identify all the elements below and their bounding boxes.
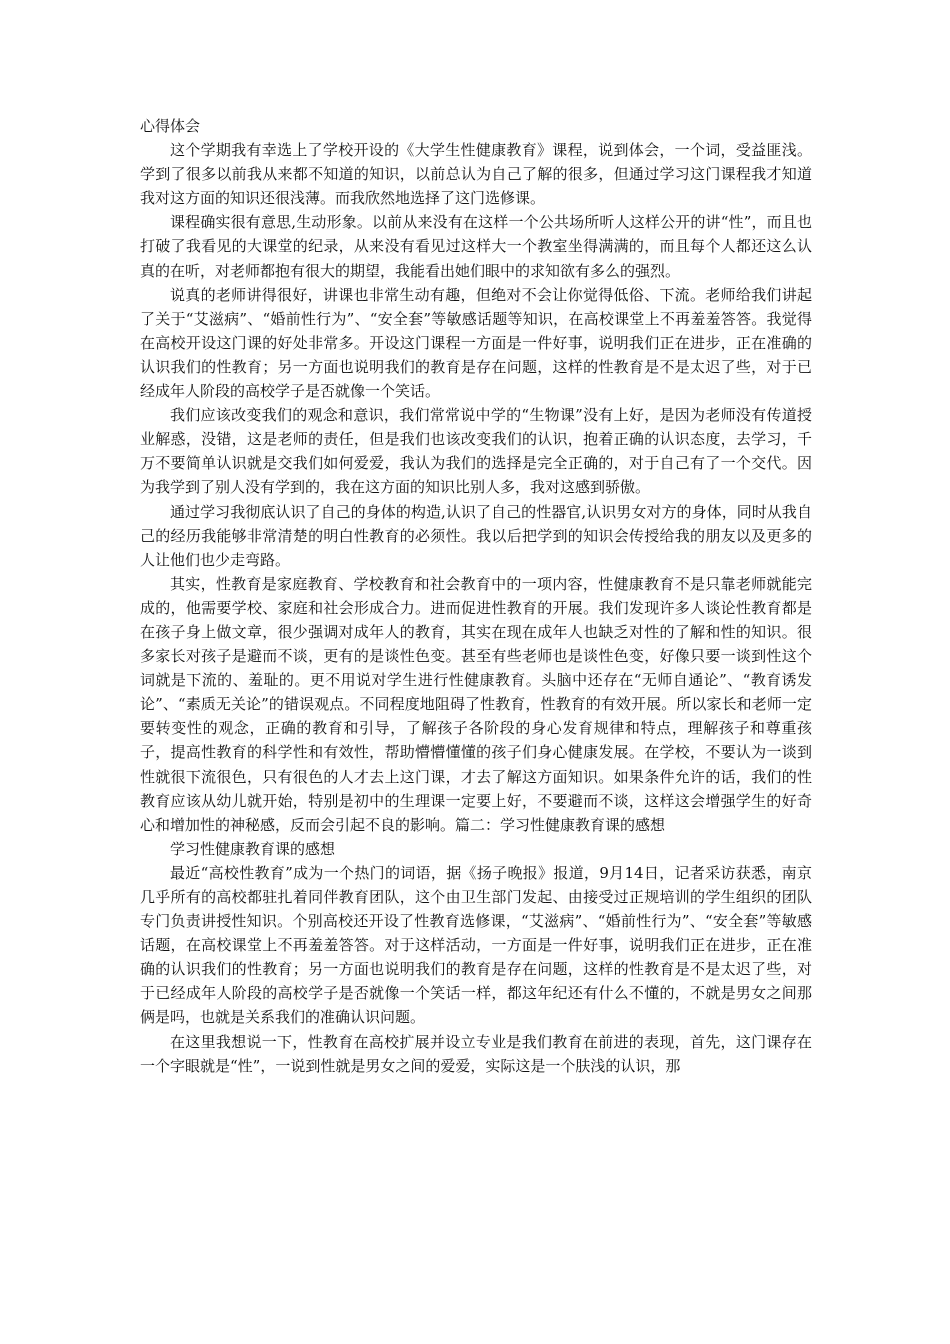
paragraph: 通过学习我彻底认识了自己的身体的构造,认识了自己的性器官,认识男女对方的身体，同时从我自己的经历我能够非常清楚的明白性教育的必须性。我以后把学到的知识会传授给我的朋友以及更多的人让他们也少走弯路。 bbox=[140, 502, 812, 569]
document-body bbox=[140, 114, 812, 1078]
paragraph: 课程确实很有意思,生动形象。以前从来没有在这样一个公共场所听人这样公开的讲“性”，而且也打破了我看见的大课堂的纪录，从来没有看见过这样大一个教室坐得满满的，而且每个人都还这么认真的在听，对老师都抱有很大的期望，我能看出她们眼中的求知欲有多么的强烈。 bbox=[140, 213, 812, 280]
section-heading: 学习性健康教育课的感想 bbox=[170, 839, 336, 858]
paragraph: 说真的老师讲得很好，讲课也非常生动有趣，但绝对不会让你觉得低俗、下流。老师给我们讲起了关于“艾滋病”、“婚前性行为”、“安全套”等敏感话题等知识，在高校课堂上不再羞羞答答。我觉得在高校开设这门课的好处非常多。开设这门课程一方面是一件好事，说明我们正在进步，正在准确的认识我们的性教育；另一方面也说明我们的教育是存在问题，这样的性教育是不是太迟了些，对于已经成年人阶段的高校学子是否就像一个笑话。 bbox=[140, 285, 812, 401]
paragraph: 其实，性教育是家庭教育、学校教育和社会教育中的一项内容，性健康教育不是只靠老师就能完成的，他需要学校、家庭和社会形成合力。进而促进性教育的开展。我们发现许多人谈论性教育都是在孩子身上做文章，很少强调对成年人的教育，其实在现在成年人也缺乏对性的了解和性的知识。很多家长对孩子是避而不谈，更有的是谈性色变。甚至有些老师也是谈性色变，好像只要一谈到性这个词就是下流的、羞耻的。更不用说对学生进行性健康教育。头脑中还存在“无师自通论”、“教育诱发论”、“素质无关论”的错误观点。不同程度地阻碍了性教育，性教育的有效开展。所以家长和老师一定要转变性的观念，正确的教育和引导，了解孩子各阶段的身心发育规律和特点，理解孩子和尊重孩子，提高性教育的科学性和有效性，帮助懵懵懂懂的孩子们身心健康发展。在学校，不要认为一谈到性就很下流很色，只有很色的人才去上这门课，才去了解这方面知识。如果条件允许的话，我们的性教育应该从幼儿就开始，特别是初中的生理课一定要上好，不要避而不谈，这样这会增强学生的好奇心和增加性的神秘感，反而会引起不良的影响。篇二：学习性健康教育课的感想 bbox=[140, 574, 812, 834]
paragraph: 最近“高校性教育”成为一个热门的词语，据《扬子晚报》报道，9月14日，记者采访获悉，南京几乎所有的高校都驻扎着同伴教育团队，这个由卫生部门发起、由接受过正规培训的学生组织的团队专门负责讲授性知识。个别高校还开设了性教育选修课，“艾滋病”、“婚前性行为”、“安全套”等敏感话题，在高校课堂上不再羞羞答答。对于这样活动，一方面是一件好事，说明我们正在进步，正在准确的认识我们的性教育；另一方面也说明我们的教育是存在问题，这样的性教育是不是太迟了些，对于已经成年人阶段的高校学子是否就像一个笑话一样，都这年纪还有什么不懂的，不就是男女之间那俩是吗，也就是关系我们的准确认识问题。 bbox=[140, 863, 812, 1027]
document-title: 心得体会 bbox=[140, 117, 201, 135]
paragraph: 在这里我想说一下，性教育在高校扩展并设立专业是我们教育在前进的表现，首先，这门课存在一个字眼就是“性”，一说到性就是男女之间的爱爱，实际这是一个肤浅的认识，那 bbox=[140, 1032, 812, 1075]
paragraph: 这个学期我有幸选上了学校开设的《大学生性健康教育》课程，说到体会，一个词，受益匪浅。学到了很多以前我从来都不知道的知识，以前总认为自己了解的很多，但通过学习这门课程我才知道我对这方面的知识还很浅薄。而我欣然地选择了这门选修课。 bbox=[140, 141, 812, 208]
paragraph: 我们应该改变我们的观念和意识，我们常常说中学的“生物课”没有上好，是因为老师没有传道授业解惑，没错，这是老师的责任，但是我们也该改变我们的认识，抱着正确的认识态度，去学习，千万不要简单认识就是交我们如何爱爱，我认为我们的选择是完全正确的，对于自己有了一个交代。因为我学到了别人没有学到的，我在这方面的知识比别人多，我对这感到骄傲。 bbox=[140, 406, 812, 497]
